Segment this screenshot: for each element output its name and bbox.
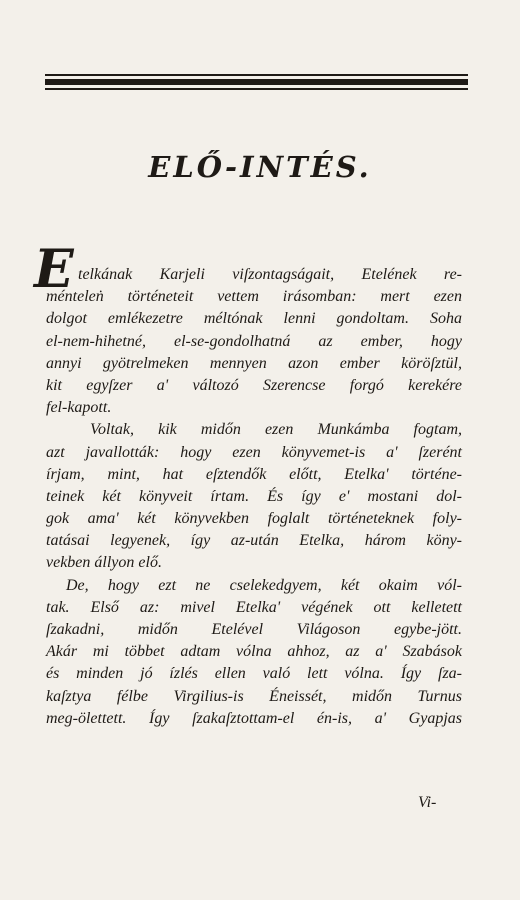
text-line: Voltak, kik midőn ezen Munkámba fogtam, — [90, 421, 462, 439]
text-line: dolgot emlékezetre méltónak lenni gondoltam. Soha — [46, 310, 462, 328]
top-ornamental-rule-thick — [45, 79, 468, 85]
text-line: tak. Első az: mivel Etelka' végének ott kelletett — [46, 598, 462, 616]
body-text — [46, 264, 462, 730]
paragraph-1 — [46, 264, 462, 419]
text-line: írjam, mint, hat eſztendők előtt, Etelka' történe- — [46, 465, 462, 483]
paragraph-3 — [46, 575, 462, 730]
text-line: annyi gyötrelmeken mennyen azon ember köröſztül, — [46, 354, 462, 372]
text-line: kaſztya félbe Virgilius-is Éneissét, midőn Turnus — [46, 687, 462, 705]
text-line: ménteleṅ történeteit vettem irásomban: mert ezen — [46, 288, 462, 306]
top-ornamental-rule-thin — [45, 74, 468, 76]
page-title: ELŐ-INTÉS. — [148, 150, 372, 184]
text-line: De, hogy ezt ne cselekedgyem, két okaim vól- — [66, 576, 462, 594]
text-line: gok ama' két könyvekben foglalt történeteknek foly- — [46, 510, 462, 528]
text-line: teinek két könyveit írtam. És így e' mostani dol- — [46, 487, 462, 505]
text-line: és minden jó ízlés ellen való lett vólna. Így ſza- — [46, 665, 462, 683]
text-line: fel-kapott. — [46, 399, 112, 417]
top-ornamental-rule-thin-lower — [45, 88, 468, 90]
text-line: ſzakadni, midőn Etelével Világoson egybe-jött. — [46, 621, 462, 638]
text-line: tatásai legyenek, így az-után Etelka, három köny- — [46, 532, 462, 550]
catchword: Vi- — [418, 794, 437, 811]
text-line: el-nem-hihetné, el-se-gondolhatná az ember, hogy — [46, 332, 462, 350]
text-line: telkának Karjeli viſzontagságait, Etelének re- — [78, 266, 462, 283]
text-line: kit egyſzer a' változó Szerencse forgó kerekére — [46, 376, 462, 394]
text-line: azt javallották: hogy ezen könyvemet-is a' ſzerént — [46, 443, 462, 461]
decorative-initial: E — [34, 239, 74, 300]
text-line: meg-ölettett. Így ſzakaſztottam-el én-is, a' Gyapjas — [46, 709, 462, 727]
text-line: vekben állyon elő. — [46, 554, 162, 572]
text-line: Akár mi többet adtam vólna ahhoz, az a' Szabások — [46, 643, 462, 661]
paragraph-2 — [46, 419, 462, 574]
